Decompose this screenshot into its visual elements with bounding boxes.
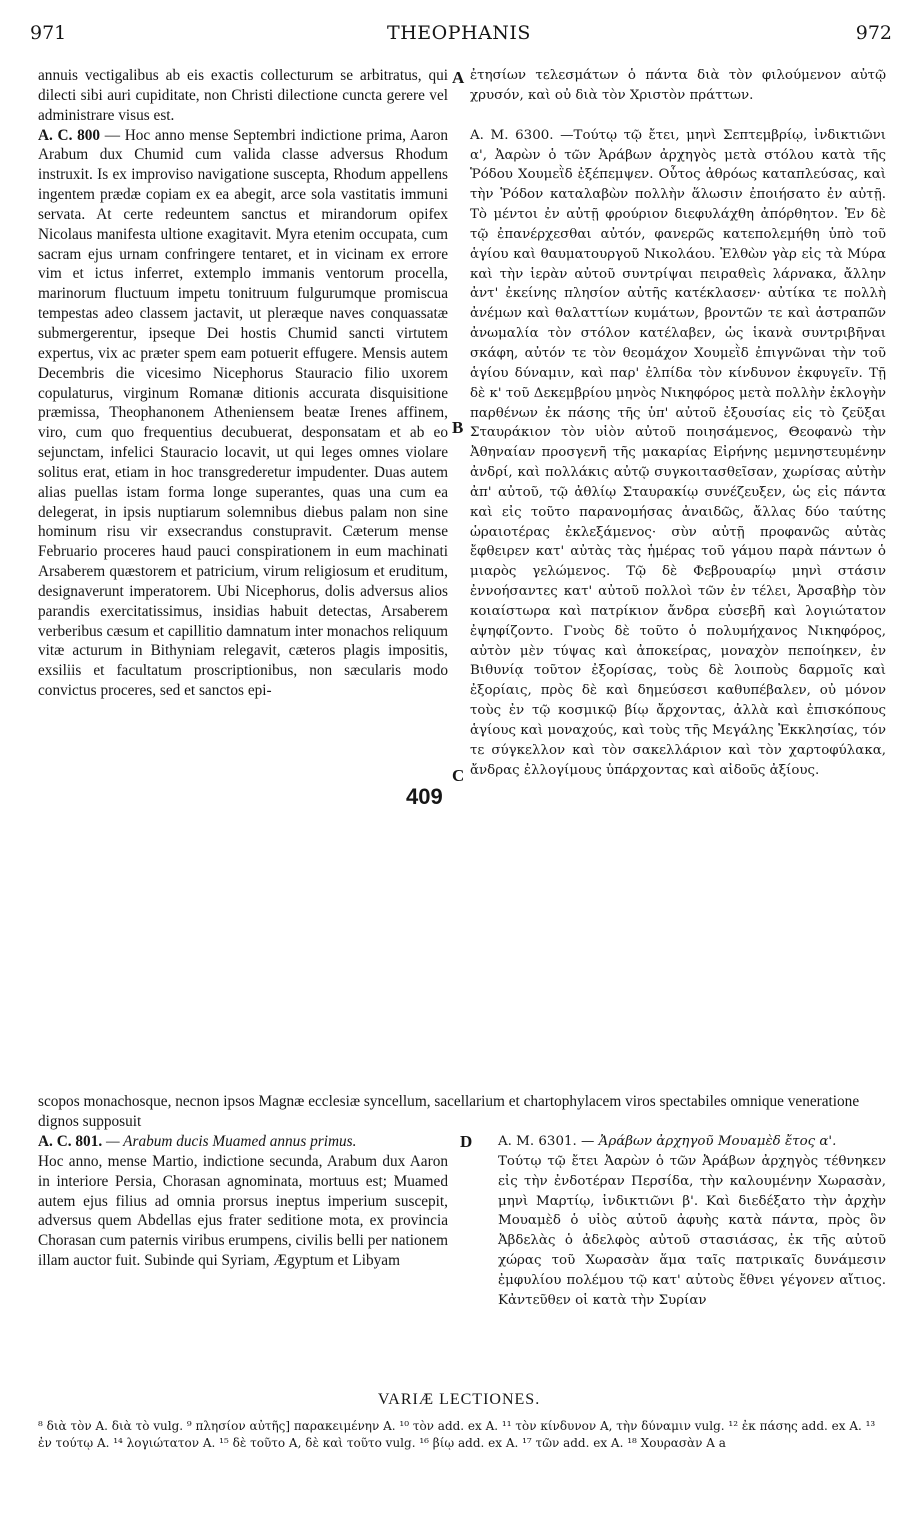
- greek-am6301-label: Α. Μ. 6301.: [498, 1134, 577, 1149]
- page-number-right: 972: [855, 22, 892, 44]
- variae-notes-text: ⁸ διὰ τὸν A. διὰ τὸ vulg. ⁹ πλησίον αὐτῆς] παρακειμένην A. ¹⁰ τὸν add. ex A. ¹¹ τὸν κίνδυνον A, τὴν δύναμιν vulg. ¹² ἐκ πάσης add. ex A. ¹³ ἐν τούτῳ A. ¹⁴ λογιώτατον A. ¹⁵ δὲ τοῦτο A, δὲ καὶ τοῦτο vulg. ¹⁶ βίῳ add. ex A. ¹⁷ τῶν add. ex A. ¹⁸ Χουρασὰν A a: [38, 1419, 876, 1450]
- latin-ac801-head: — Arabum ducis Muamed annus primus.: [106, 1133, 357, 1150]
- greek-am6301-section: [498, 1132, 886, 1311]
- latin-ac800-text: — Hoc anno mense Septembri indictione prima, Aaron Arabum dux Chumid cum valida classe adversus Rhodum instruxit. Is ex improviso navigatione suscepta, Rhodum appellens ingentem prædæ copiam ex ea abegit, arce sola vastitatis immuni servata. At certe redeuntem sanctus et mirandorum opifex Nicolaus manifesta ultione exagitavit. Myra etenim occupata, cum sacram ejus urnam confringere tentaret, et in vicinam ex errore vim et ictus inferret, extemplo immanis ventorum procella, marinorum fluctuum impetu tonitruum fulgurumque promiscua tempestas adeo classem jactavit, ut pleræque naves conquassatæ submergerentur, ipseque Dei hostis Chumid sancti virtutem expertus, vix ac præter spem eam potuerit effugere. Mensis autem Decembris die vicesimo Nicephorus Stauracio filio uxorem copulaturus, virginum Romanæ ditionis accurata disquisitione præmissa, Theophanonem Atheniensem beatæ Irenes affinem, viro, cum quo frequentius decubuerat, desponsatam et ab eo sejunctam, infelici Stauracio locavit, ut qui leges omnes violare solitus erat, etiam in hoc transgrederetur impudenter. Duas autem alias puellas istam forma longe superantes, quas una cum ea delegerat, in ipsis nuptiarum solemnibus diebus palam non sine hominum risu vir exsecrandus constupravit. Cæterum mense Februario proceres haud pauci conspirationem in eum machinati Arsaberem quæstorem et patricium, virum religiosum et eruditum, designaverunt imperatorem. Ubi Nicephorus, dolis adversus alios parandis exercitatissimus, insidias habuit detectas, Arsaberem verberibus cæsum et capillitio damnatum inter monachos reliquum vitæ acturum in Bithyniam relegavit, cæteros plagis impositis, exsiliis et facultatum proscriptionibus, non sæcularis modo convictus proceres, sed et sanctos epi-: [38, 126, 448, 700]
- latin-ac800-label: A. C. 800: [38, 126, 101, 144]
- latin-ac801-text: Hoc anno, mense Martio, indictione secunda, Arabum dux Aaron in interiore Persia, Chorasan agnominata, mortuus est; Muamed autem ejus filius ad omnia prorsus ineptus imperium suscepit, adversus quem Abdellas ejus frater seditione mota, ex provincia Chorasan cum paternis viribus erumpens, civilis belli per nationem illam auctor fuit. Subinde qui Syriam, Ægyptum et Libyam: [38, 1152, 448, 1270]
- variae-lectiones-title: VARIÆ LECTIONES.: [377, 1391, 541, 1408]
- margin-marker-d: D: [460, 1132, 473, 1151]
- latin-ac801-section: [38, 1132, 448, 1271]
- running-header: [22, 22, 896, 48]
- page-number-left: 971: [30, 22, 67, 44]
- full-width-line: [38, 1092, 888, 1132]
- greek-am6301-text: Τούτῳ τῷ ἔτει Ἀαρὼν ὁ τῶν Ἀράβων ἀρχηγὸς τέθνηκεν εἰς τὴν ἐνδοτέραν Περσίδα, τὴν καλουμένην Χωρασὰν, μηνὶ Μαρτίῳ, ἰνδικτιῶνι β'. Καὶ διεδέξατο τὴν ἀρχὴν Μουαμὲδ ὁ υἱὸς αὐτοῦ ἀφυὴς κατὰ πάντα, πρὸς ὃν Ἀβδελὰς ὁ ἀδελφὸς αὐτοῦ στασιάσας, ἐκ τῆς αὐτοῦ χώρας τοῦ Χωρασὰν ἅμα ταῖς πατρικαῖς δυνάμεσιν ἐμφυλίου πολέμου τῷ κατ' αὐτοὺς ἔθνει γέγονεν αἴτιος. Κἀντεῦθεν οἱ κατὰ τὴν Συρίαν: [498, 1153, 886, 1308]
- greek-am6301-head: — Ἀράβων ἀρχηγοῦ Μουαμὲδ ἔτος α'.: [581, 1134, 837, 1149]
- margin-marker-c: C: [452, 766, 465, 785]
- latin-ac800-paragraph: [38, 126, 448, 701]
- greek-column: [470, 66, 886, 781]
- greek-am6300-label: Α. Μ. 6300.: [470, 127, 554, 143]
- latin-ac801-heading: [38, 1132, 448, 1152]
- variae-lectiones-notes: [38, 1418, 888, 1452]
- latin-intro-paragraph: annuis vectigalibus ab eis exactis collecturum se arbitratus, qui dilecti sibi auri cupiditate, non Christi dilectione cuncta gerere vel administrare visus est.: [38, 67, 448, 124]
- greek-am6301-heading: [498, 1132, 886, 1152]
- latin-ac801-label: A. C. 801.: [38, 1133, 103, 1150]
- greek-intro-paragraph: ἐτησίων τελεσμάτων ὁ πάντα διὰ τὸν φιλούμενον αὐτῷ χρυσόν, καὶ οὐ διὰ τὸν Χριστὸν πράττων.: [470, 68, 886, 103]
- latin-continuation: scopos monachosque, necnon ipsos Magnæ ecclesiæ syncellum, sacellarium et chartophylacem viros spectabiles omnique veneratione dignos supposuit: [38, 1093, 860, 1130]
- margin-marker-b: B: [452, 418, 464, 437]
- greek-am6300-paragraph: [470, 126, 886, 781]
- running-title: THEOPHANIS: [387, 22, 531, 44]
- inset-page-number: 409: [406, 784, 443, 809]
- greek-am6300-text: —Τούτῳ τῷ ἔτει, μηνὶ Σεπτεμβρίῳ, ἰνδικτιῶνι α', Ἀαρὼν ὁ τῶν Ἀράβων ἀρχηγὸς μετὰ στόλου κατὰ τῆς Ῥόδου Χουμεῒδ ἐξέπεμψεν. Οὗτος ἀθρόως καταπλεύσας, καὶ τὴν Ῥόδον καταλαβὼν πολλὴν ἅλωσιν ἐποιήσατο ἐν αὐτῇ. Τὸ μέντοι ἐν αὐτῇ φρούριον διεφυλάχθη ἀπόρθητον. Ἐν δὲ τῷ ἐπανέρχεσθαι αὐτόν, φανερῶς κατεπολεμήθη ὑπὸ τοῦ ἁγίου καὶ θαυματουργοῦ Νικολάου. Ἐλθὼν γὰρ εἰς τὰ Μύρα καὶ τὴν ἱερὰν αὐτοῦ συντρίψαι πειραθεὶς λάρνακα, ἄλλην ἀντ' ἐκείνης πλησίον αὐτῆς κατέκλασεν· αὐτίκα τε πολλὴ ἀνέμων καὶ θαλαττίων κυμάτων, βροντῶν τε καὶ ἀστραπῶν ἀνωμαλία τὸν στόλον κατέλαβεν, ὡς ἱκανὰ συντριβῆναι σκάφη, αὐτόν τε τὸν θεομάχον Χουμεῒδ ἐπιγνῶναι τὴν τοῦ ἁγίου δύναμιν, καὶ παρ' ἐλπίδα τὸν κίνδυνον ἐκφυγεῖν. Τῇ δὲ κ' τοῦ Δεκεμβρίου μηνὸς Νικηφόρος μετὰ πολλὴν ἐκλογὴν παρθένων ἐκ πάσης τῆς ὑπ' αὐτοῦ ἐξουσίας εἰς τὸ ζεῦξαι Σταυράκιον τὸν υἱὸν αὐτοῦ ποιησάμενος, Θεοφανὼ τὴν Ἀθηναίαν προσγενῆ τῆς μακαρίας Εἰρήνης μεμνηστευμένην ἀνδρί, καὶ πολλάκις αὐτῷ συγκοιτασθεῖσαν, χωρίσας αὐτὴν ἀπ' αὐτοῦ, τῷ ἀθλίῳ Σταυρακίῳ συνέζευξεν, ὡς εἰς πάντα καὶ εἰς τοῦτο παρανομήσας ἀναιδῶς, ἄλλας δύο ταύτης ὡραιοτέρας ἐκλεξάμενος· σὺν αὐτῇ προφανῶς αὐτὰς ἔφθειρεν κατ' αὐτὰς τὰς ἡμέρας τοῦ γάμου παρὰ πάντων ὁ μιαρὸς γελώμενος. Τῷ δὲ Φεβρουαρίῳ μηνὶ στάσιν ἐννοήσαντες κατ' αὐτοῦ πολλοὶ τῶν ἐν τέλει, Ἀρσαβὴρ τὸν κοιαίστωρα καὶ πατρίκιον ἄνδρα εὐσεβῆ καὶ λογιώτατον ἐψηφίζοντο. Γνοὺς δὲ τοῦτο ὁ πολυμήχανος Νικηφόρος, αὐτὸν μὲν τύψας καὶ ἀποκείρας, μοναχὸν πεποίηκεν, ἐν Βιθυνίᾳ τοῦτον ἐξορίσας, τοὺς δὲ λοιποὺς δαρμοῖς καὶ ἐξορίαις, πρὸς δὲ καὶ δημεύσεσι καθυπέβαλεν, οὐ μόνον τοὺς ἐν τῷ κοσμικῷ βίῳ ἄρχοντας, ἀλλὰ καὶ ἐπισκόπους ἁγίους καὶ μοναχούς, καὶ τοὺς τῆς Μεγάλης Ἐκκλησίας, τόν τε σύγκελλον καὶ τὸν σακελλάριον καὶ τὸν χαρτοφύλακα, ἄνδρας ἐλλογίμους ὑπάρχοντας καὶ αἰδοῦς ἀξίους.: [470, 127, 886, 778]
- latin-column: [38, 66, 448, 701]
- margin-marker-a: A: [452, 68, 465, 87]
